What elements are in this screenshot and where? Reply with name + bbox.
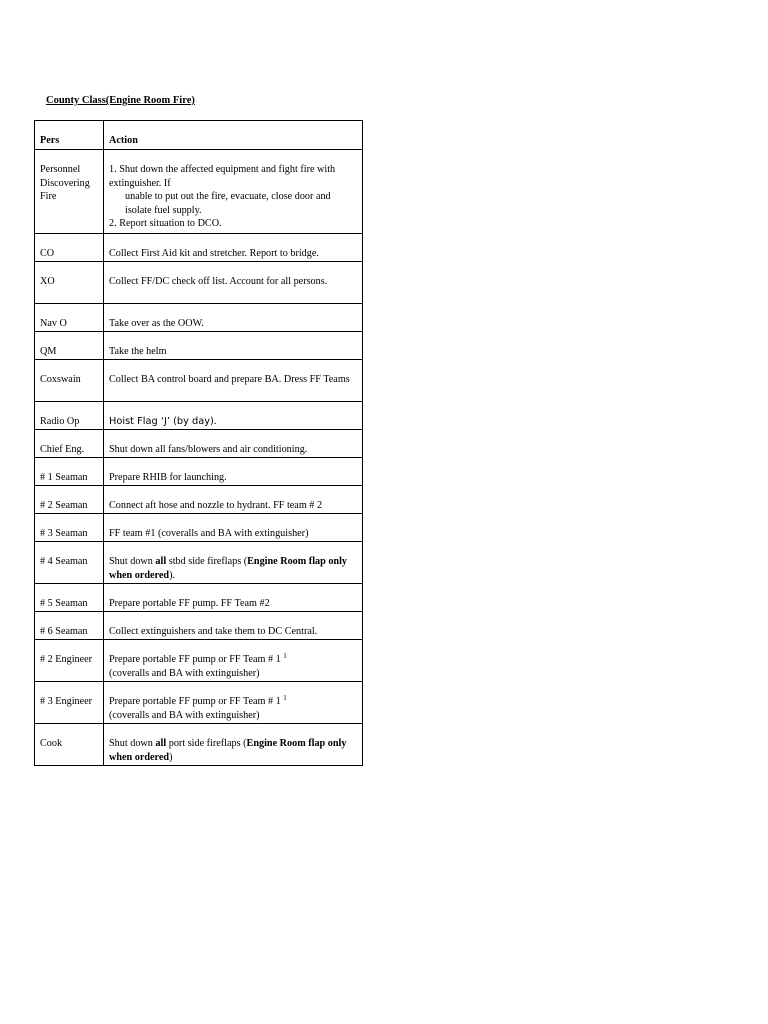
action-cell: Shut down all fans/blowers and air conditioning.: [104, 430, 363, 458]
action-cell: [104, 150, 363, 234]
table-row: [35, 542, 363, 584]
pers-cell: XO: [35, 262, 104, 304]
table-row: [35, 360, 363, 402]
action-text: Shut down: [109, 738, 156, 749]
footnote-marker: 1: [283, 652, 287, 660]
pers-cell: # 6 Seaman: [35, 612, 104, 640]
table-row: [35, 262, 363, 304]
action-text: port side fireflaps (: [166, 738, 247, 749]
action-cell: Prepare RHIB for launching.: [104, 458, 363, 486]
action-cell: Collect First Aid kit and stretcher. Report to bridge.: [104, 234, 363, 262]
action-line: (coveralls and BA with extinguisher): [109, 667, 260, 679]
table-header-row: [35, 121, 363, 150]
pers-cell: Cook: [35, 724, 104, 766]
action-line: (coveralls and BA with extinguisher): [109, 709, 260, 721]
action-text: .: [213, 416, 217, 427]
action-cell: FF team #1 (coveralls and BA with extinguisher): [104, 514, 363, 542]
action-text: Shut down: [109, 556, 156, 567]
action-line: unable to put out the fire, evacuate, close door and isolate fuel supply.: [125, 191, 331, 216]
header-pers: Pers: [35, 121, 104, 150]
action-text: Prepare portable FF pump or FF Team # 1: [109, 654, 284, 665]
action-cell: Take the helm: [104, 332, 363, 360]
action-line: [109, 653, 358, 667]
pers-cell: QM: [35, 332, 104, 360]
document-title: County Class(Engine Room Fire): [46, 95, 195, 106]
action-text: ): [169, 751, 173, 763]
header-action: Action: [104, 121, 363, 150]
duties-table: [34, 120, 363, 766]
table-row: [35, 640, 363, 682]
action-text: stbd side fireflaps (: [166, 556, 248, 567]
action-emphasis: all: [155, 556, 167, 567]
action-line: 1. Shut down the affected equipment and fight fire with extinguisher. If: [109, 164, 336, 189]
pers-cell: # 4 Seaman: [35, 542, 104, 584]
table-row: [35, 724, 363, 766]
pers-cell: Coxswain: [35, 360, 104, 402]
table-row: [35, 682, 363, 724]
pers-cell: # 1 Seaman: [35, 458, 104, 486]
action-text: Prepare portable FF pump or FF Team # 1: [109, 696, 284, 707]
pers-cell: Personnel Discovering Fire: [35, 150, 104, 234]
action-cell: [104, 402, 363, 430]
action-handwritten-text: Hoist Flag ‘J’ (by day): [109, 416, 214, 427]
pers-cell: Nav O: [35, 304, 104, 332]
table-row: [35, 486, 363, 514]
action-emphasis: Engine Room flap only when ordered: [109, 556, 348, 581]
table-row: [35, 332, 363, 360]
action-cell: [104, 724, 363, 766]
table-row: [35, 514, 363, 542]
action-cell: Collect extinguishers and take them to DC Central.: [104, 612, 363, 640]
table-row: [35, 150, 363, 234]
action-cell: [104, 542, 363, 584]
table-row: [35, 402, 363, 430]
action-cell: Collect BA control board and prepare BA. Dress FF Teams: [104, 360, 363, 402]
pers-cell: # 3 Seaman: [35, 514, 104, 542]
pers-cell: # 3 Engineer: [35, 682, 104, 724]
action-cell: Collect FF/DC check off list. Account for all persons.: [104, 262, 363, 304]
action-emphasis: all: [155, 738, 167, 749]
action-cell: [104, 682, 363, 724]
table-row: [35, 304, 363, 332]
pers-cell: # 5 Seaman: [35, 584, 104, 612]
table-row: [35, 458, 363, 486]
action-cell: Connect aft hose and nozzle to hydrant. FF team # 2: [104, 486, 363, 514]
pers-cell: CO: [35, 234, 104, 262]
pers-cell: Chief Eng.: [35, 430, 104, 458]
pers-cell: Radio Op: [35, 402, 104, 430]
action-cell: [104, 640, 363, 682]
action-emphasis: Engine Room flap only when ordered: [109, 738, 347, 763]
action-line: [109, 695, 358, 709]
footnote-marker: 1: [283, 694, 287, 702]
table-row: [35, 430, 363, 458]
action-cell: Prepare portable FF pump. FF Team #2: [104, 584, 363, 612]
action-line: 2. Report situation to DCO.: [109, 218, 222, 229]
pers-cell: # 2 Engineer: [35, 640, 104, 682]
action-cell: Take over as the OOW.: [104, 304, 363, 332]
table-row: [35, 584, 363, 612]
table-row: [35, 612, 363, 640]
table-row: [35, 234, 363, 262]
action-text: ).: [169, 569, 176, 581]
pers-cell: # 2 Seaman: [35, 486, 104, 514]
